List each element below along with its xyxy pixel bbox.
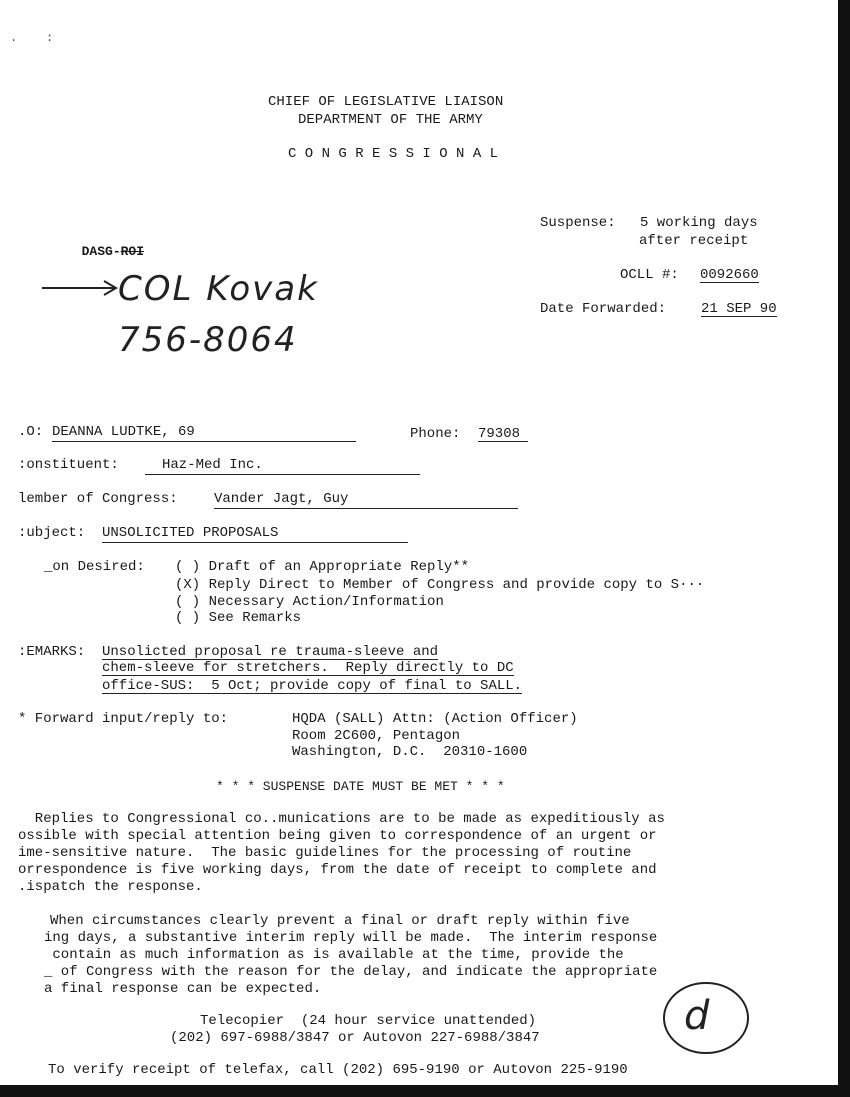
constituent-underline — [145, 474, 420, 475]
office-code — [66, 232, 144, 258]
constituent-label: :onstituent: — [18, 457, 119, 473]
paragraph-line: When circumstances clearly prevent a final or draft reply within five — [50, 913, 630, 929]
to-value: DEANNA LUDTKE, 69 — [52, 424, 195, 440]
ocll-number: 0092660 — [700, 267, 759, 283]
action-option: ( ) Necessary Action/Information — [175, 594, 444, 610]
ocll-label: OCLL #: — [620, 267, 679, 283]
scan-bottom-border — [0, 1085, 850, 1097]
member-value: Vander Jagt, Guy — [214, 491, 349, 507]
action-label: _on Desired: — [44, 559, 145, 575]
to-label: .O: — [18, 424, 44, 440]
subject-label: :ubject: — [18, 525, 86, 541]
scan-specks: . : — [10, 31, 54, 45]
paragraph-line: a final response can be expected. — [44, 981, 322, 997]
paragraph-line: _ of Congress with the reason for the delay, and indicate the appropriate — [44, 964, 658, 980]
forward-address-line: Washington, D.C. 20310-1600 — [292, 744, 528, 760]
action-option: ( ) See Remarks — [175, 610, 302, 626]
paragraph-line: ime-sensitive nature. The basic guidelines for the processing of routine — [18, 845, 632, 861]
paragraph-line: Replies to Congressional co..munications are to be made as expeditiously as — [18, 811, 665, 827]
forward-label: * Forward input/reply to: — [18, 711, 229, 727]
telecopier-numbers: (202) 697-6988/3847 or Autovon 227-6988/3847 — [170, 1030, 540, 1046]
paragraph-line: ing days, a substantive interim reply will be made. The interim response — [44, 930, 658, 946]
subject-underline — [102, 542, 408, 543]
action-option: (X) Reply Direct to Member of Congress and provide copy to S··· — [175, 577, 705, 593]
subject-value: UNSOLICITED PROPOSALS — [102, 525, 279, 541]
arrow-icon — [40, 278, 120, 298]
scan-right-border — [838, 0, 850, 1097]
member-label: lember of Congress: — [18, 491, 178, 507]
remarks-line: office-SUS: 5 Oct; provide copy of final to SALL. — [102, 678, 523, 694]
telecopier-line: Telecopier (24 hour service unattended) — [200, 1013, 537, 1029]
office-code-struck: ROI — [120, 244, 145, 259]
department-title: DEPARTMENT OF THE ARMY — [298, 112, 483, 128]
handwritten-phone: 756-8064 — [118, 320, 298, 360]
forward-address-line: Room 2C600, Pentagon — [292, 728, 461, 744]
phone-value: 79308 — [478, 427, 528, 442]
phone-label: Phone: — [410, 426, 461, 442]
forward-address-line: HQDA (SALL) Attn: (Action Officer) — [292, 711, 578, 727]
handwritten-name: COL Kovak — [118, 269, 319, 309]
remarks-line: chem-sleeve for stretchers. Reply directly to DC — [102, 660, 514, 676]
office-title: CHIEF OF LEGISLATIVE LIAISON — [268, 94, 504, 110]
suspense-notice: * * * SUSPENSE DATE MUST BE MET * * * — [216, 779, 505, 794]
handwritten-initials: d — [684, 993, 712, 1039]
date-forwarded-label: Date Forwarded: — [540, 301, 667, 317]
to-underline — [52, 441, 356, 442]
paragraph-line: .ispatch the response. — [18, 879, 203, 895]
remarks-line: Unsolicted proposal re trauma-sleeve and — [102, 644, 439, 660]
office-code-prefix: DASG- — [81, 244, 121, 259]
verify-line: To verify receipt of telefax, call (202) 695-9190 or Autovon 225-9190 — [48, 1062, 628, 1078]
suspense-line2: after receipt — [639, 233, 749, 249]
category-title: C O N G R E S S I O N A L — [288, 146, 499, 162]
remarks-label: :EMARKS: — [18, 644, 86, 660]
suspense-label: Suspense: — [540, 215, 616, 231]
paragraph-line: ossible with special attention being given to correspondence of an urgent or — [18, 828, 657, 844]
paragraph-line: contain as much information as is available at the time, provide the — [44, 947, 624, 963]
date-forwarded-value: 21 SEP 90 — [701, 301, 777, 317]
constituent-value: Haz-Med Inc. — [162, 457, 263, 473]
action-option: ( ) Draft of an Appropriate Reply** — [175, 559, 470, 575]
suspense-line1: 5 working days — [640, 215, 758, 231]
member-underline — [214, 508, 518, 509]
paragraph-line: orrespondence is five working days, from the date of receipt to complete and — [18, 862, 657, 878]
